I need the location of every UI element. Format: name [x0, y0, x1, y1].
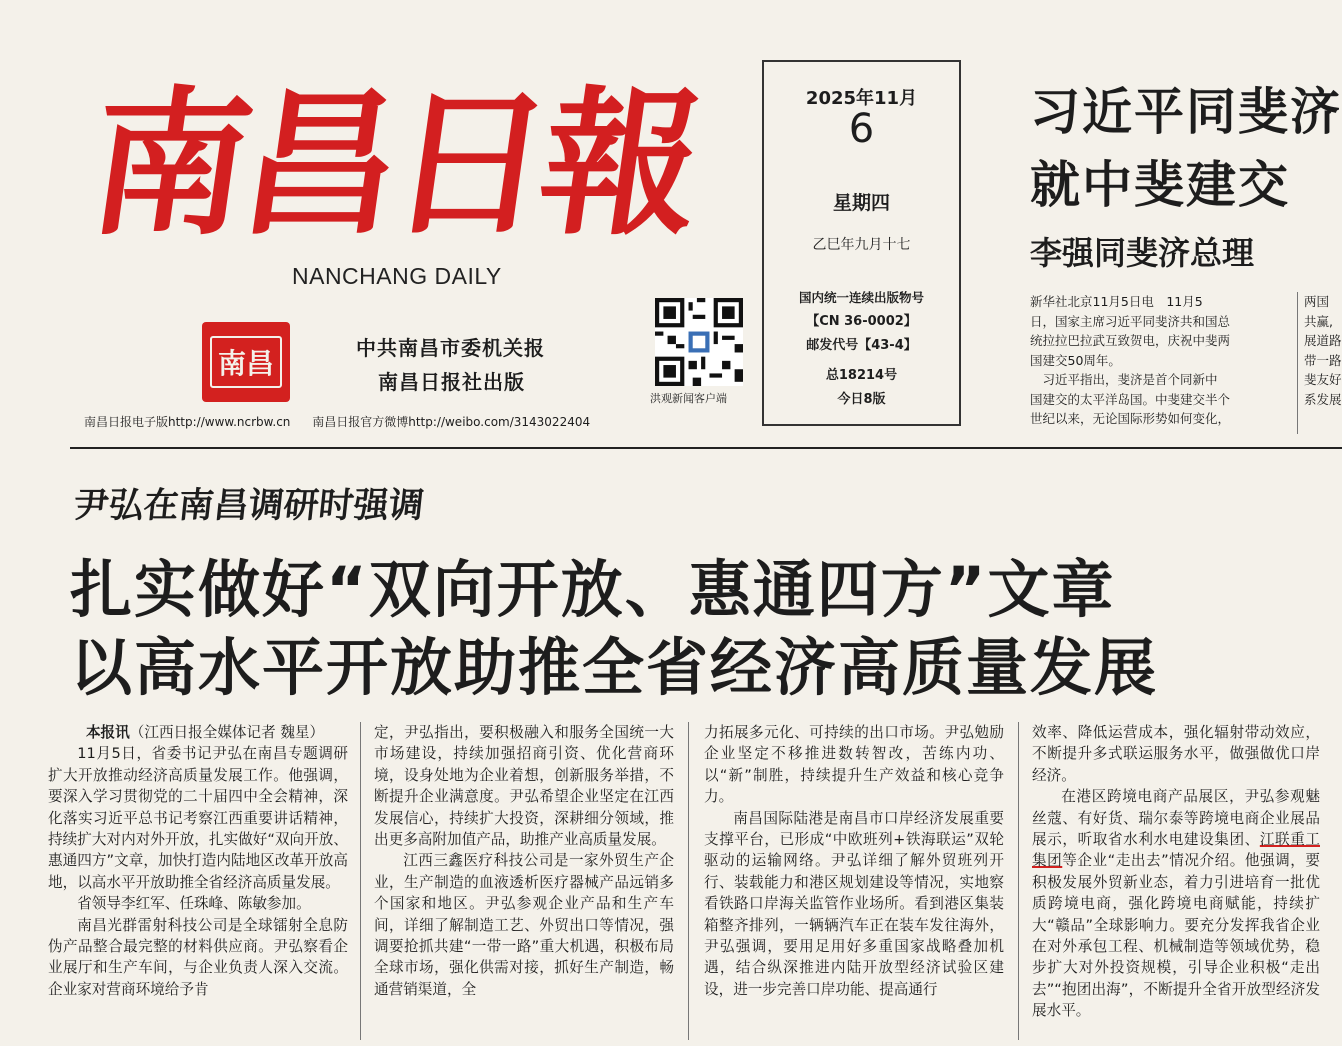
top-story-line: 带一路 [1304, 352, 1342, 368]
masthead-english-title: NANCHANG DAILY [292, 263, 502, 289]
main-headline-line1[interactable]: 扎实做好“双向开放、惠通四方”文章 [70, 553, 1116, 626]
article-paragraph: 南昌光群雷射科技公司是全球镭射全息防伪产品整合最完整的材料供应商。尹弘察看企业展厅和生产车间，与企业负责人深入交流。企业家对营商环境给予肯 [48, 916, 348, 998]
date-weekday: 星期四 [832, 192, 890, 214]
byline [48, 722, 348, 743]
top-story-line: 共赢, [1304, 313, 1333, 329]
column-divider [1018, 722, 1019, 1040]
section-rule [70, 447, 1342, 449]
page-count: 今日8版 [837, 392, 886, 407]
byline-reporter: （江西日报全媒体记者 魏星） [129, 724, 325, 741]
top-story-line: 统拉拉巴拉武互致贺电，庆祝中斐两 [1030, 333, 1231, 348]
seal-text: 南昌 [210, 336, 282, 388]
article-paragraph: 南昌国际陆港是南昌市口岸经济发展重要支撑平台，已形成“中欧班列+铁海联运”双轮驱动的运输网络。尹弘详细了解外贸班列开行、装载能力和港区规划建设等情况，实地察看铁路口岸海关监管作业场所。看到港区集装箱整齐排列，一辆辆汽车正在装车发往海外，尹弘强调，要用足用好多重国家战略叠加机遇，结合纵深推进内陆开放型经济试验区建设，进一步完善口岸功能、提高通行 [704, 809, 1004, 998]
top-story-column-2 [1304, 292, 1342, 409]
date-year-month: 2025年11月 [805, 88, 918, 109]
article-paragraph: 11月5日，省委书记尹弘在南昌专题调研扩大开放推动经济高质量发展工作。他强调，要深入学习贯彻党的二十届四中全会精神，深化落实习近平总书记考察江西重要讲话精神，持续扩大对内对外开放，扎实做好“双向开放、惠通四方”文章，加快打造内陆地区改革开放高地，以高水平开放助推全省经济高质量发展。 [48, 745, 348, 891]
article-paragraph [1032, 786, 1320, 1021]
weibo-link[interactable]: 南昌日报官方微博http://weibo.com/3143022404 [312, 415, 591, 429]
top-story-line: 展道路 [1304, 333, 1342, 348]
qr-code-icon [655, 298, 743, 386]
article-paragraph: 定，尹弘指出，要积极融入和服务全国统一大市场建设，持续加强招商引资、优化营商环境，设身处地为企业着想，创新服务举措，不断提升企业满意度。尹弘希望企业坚定在江西发展信心，持续扩大投资，深耕细分领域，推出更多高附加值产品，助推产业高质量发展。 [374, 724, 674, 849]
org-line-1: 中共南昌市委机关报 [356, 336, 545, 360]
cn-number: 【CN 36-0002】 [806, 314, 917, 329]
byline-label: 本报讯 [85, 724, 130, 741]
date-day: 6 [848, 106, 875, 152]
seal-logo [202, 322, 290, 402]
main-headline-line2[interactable]: 以高水平开放助推全省经济高质量发展 [70, 631, 1159, 704]
top-story-subhead: 李强同斐济总理 [1030, 234, 1255, 272]
article-column-4 [1032, 722, 1320, 1022]
article-column-3 [704, 722, 1004, 1000]
top-story-line: 世纪以来，无论国际形势如何变化， [1030, 411, 1231, 426]
column-divider [360, 722, 361, 1040]
top-story-line: 新华社北京11月5日电 11月5 [1030, 294, 1203, 309]
date-lunar: 乙巳年九月十七 [812, 237, 911, 253]
main-story-kicker: 尹弘在南昌调研时强调 [71, 485, 426, 526]
masthead-logo: 南昌日報 [78, 72, 705, 257]
epaper-link[interactable]: 南昌日报电子版http://www.ncrbw.cn [84, 415, 291, 429]
article-paragraph: 效率、降低运营成本，强化辐射带动效应，不断提升多式联运服务水平，做强做优口岸经济。 [1032, 724, 1320, 784]
article-column-2 [374, 722, 674, 1000]
article-text: 等企业“走出去”情况介绍。他强调，要积极发展外贸新业态，着力引进培育一批优质跨境电商，强化跨境电商赋能，持续扩大“赣品”全球影响力。要充分发挥我省企业在对外承包工程、机械制造等领域优势，稳步扩大对外投资规模，引导企业积极“走出去”“抱团出海”，不断提升全省开放型经济发展水平。 [1032, 852, 1320, 1020]
article-paragraph: 省领导李红军、任珠峰、陈敏参加。 [77, 895, 311, 913]
article-paragraph: 力拓展多元化、可持续的出口市场。尹弘勉励企业坚定不移推进数转智改，苦练内功、以“新”制胜，持续提升生产效益和核心竞争力。 [704, 724, 1004, 806]
top-story-line: 习近平指出，斐济是首个同新中 [1030, 372, 1218, 387]
top-story-line: 系发展 [1304, 391, 1342, 407]
article-text: 在港区跨境电商产品展区，尹弘参观魅丝蔻、有好货、瑞尔泰等跨境电商企业展品展示，听取省水利水电建设集团、 [1032, 788, 1320, 849]
postal-code: 邮发代号【43-4】 [806, 338, 917, 353]
top-story-headline-line2[interactable]: 就中斐建交 [1030, 156, 1290, 214]
top-story-line: 日，国家主席习近平同斐济共和国总 [1030, 313, 1231, 329]
top-story-line: 两国 [1304, 294, 1330, 309]
article-paragraph: 江西三鑫医疗科技公司是一家外贸生产企业，生产制造的血液透析医疗器械产品远销多个国家和地区。尹弘参观企业产品和生产车间，详细了解制造工艺、外贸出口等情况，强调要抢抓共建“一带一路”重大机遇，积极布局全球市场，强化供需对接，抓好生产制造，畅通营销渠道，全 [374, 852, 674, 998]
top-story-column-1 [1030, 292, 1230, 429]
highlighted-company-name: 江联重工集团 [1032, 831, 1320, 870]
column-divider [688, 722, 689, 1040]
top-story-headline-line1[interactable]: 习近平同斐济 [1030, 83, 1342, 141]
date-box [762, 60, 961, 426]
serial-number: 总18214号 [825, 368, 898, 383]
issn-label: 国内统一连续出版物号 [798, 290, 924, 305]
column-divider [1297, 292, 1298, 434]
top-story-line: 国建交50周年。 [1030, 352, 1121, 368]
top-story-line: 斐友好 [1304, 372, 1342, 387]
masthead-links [84, 413, 608, 430]
org-line-2: 南昌日报社出版 [378, 370, 525, 394]
article-column-1 [48, 722, 348, 1000]
top-story-line: 国建交的太平洋岛国。中斐建交半个 [1030, 391, 1231, 407]
qr-caption: 洪观新闻客户端 [650, 392, 727, 405]
